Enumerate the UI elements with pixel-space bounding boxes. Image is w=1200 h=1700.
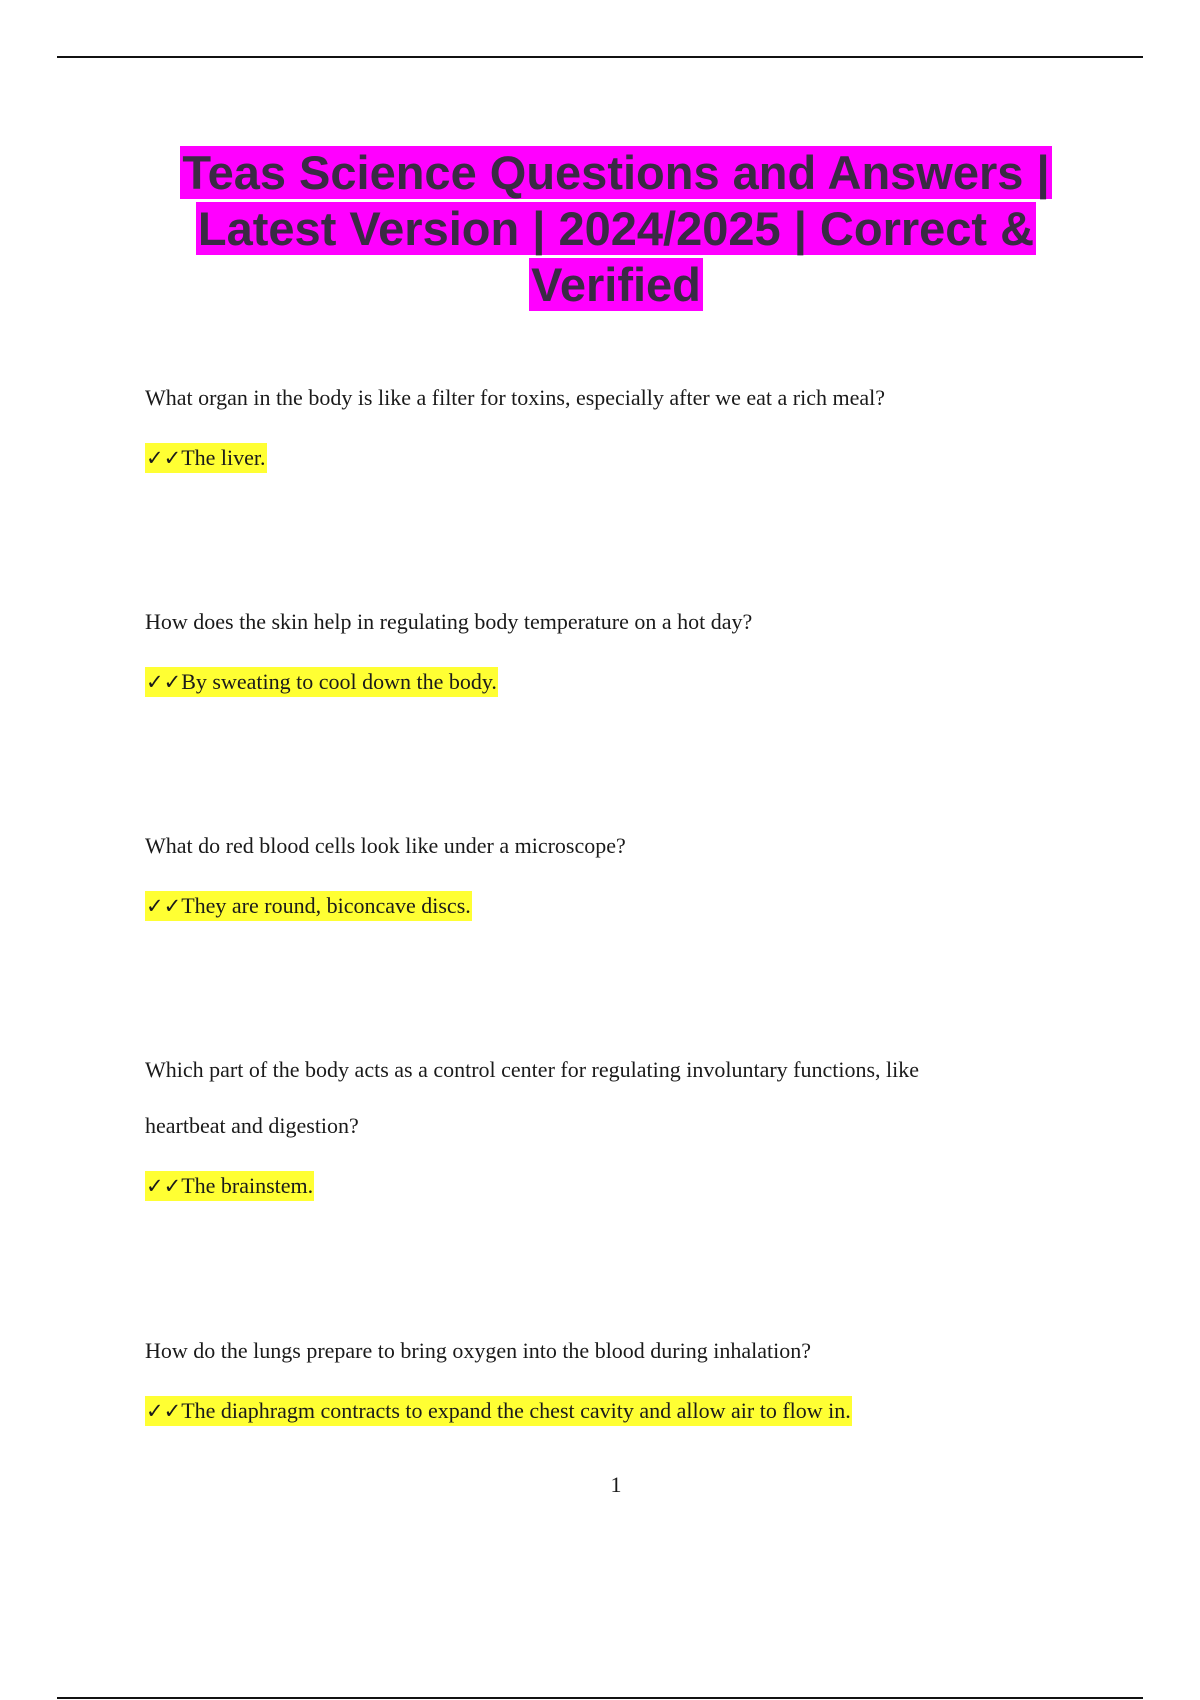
qa-item (145, 818, 1045, 921)
question-text (145, 1042, 1045, 1154)
bottom-rule (57, 1697, 1143, 1699)
question-text: What organ in the body is like a filter for toxins, especially after we eat a rich meal? (145, 385, 885, 410)
answer-highlight (145, 1171, 314, 1201)
page-number: 1 (610, 1472, 622, 1497)
answer-label: The diaphragm contracts to expand the chest cavity and allow air to flow in. (181, 1398, 851, 1423)
check-icon: ✓✓ (146, 670, 182, 694)
qa-item (145, 1042, 1045, 1201)
answer-label: They are round, biconcave discs. (181, 893, 471, 918)
check-icon: ✓✓ (146, 1174, 182, 1198)
check-icon: ✓✓ (146, 446, 182, 470)
title-line: Verified (531, 258, 701, 311)
question-line: heartbeat and digestion? (145, 1113, 359, 1138)
answer-text (145, 1171, 1045, 1201)
answer-highlight (145, 1396, 852, 1426)
question-line: Which part of the body acts as a control center for regulating involuntary functions, like (145, 1057, 920, 1082)
check-icon: ✓✓ (146, 894, 182, 918)
answer-label: The liver. (181, 445, 266, 470)
answer-highlight (145, 891, 472, 921)
answer-text (145, 1396, 1045, 1426)
title-line: Latest Version | 2024/2025 | Correct & (197, 202, 1035, 255)
answer-label: By sweating to cool down the body. (181, 669, 497, 694)
answer-text (145, 443, 1045, 473)
top-rule (57, 56, 1143, 58)
qa-item (145, 370, 1045, 473)
question-text: What do red blood cells look like under a microscope? (145, 833, 626, 858)
title-line: Teas Science Questions and Answers | (182, 146, 1050, 199)
answer-label: The brainstem. (181, 1173, 314, 1198)
answer-highlight (145, 667, 498, 697)
question-text: How does the skin help in regulating body temperature on a hot day? (145, 609, 753, 634)
qa-item (145, 594, 1045, 697)
question-text: How do the lungs prepare to bring oxygen into the blood during inhalation? (145, 1338, 811, 1363)
document-title (120, 145, 1112, 313)
answer-text (145, 891, 1045, 921)
check-icon: ✓✓ (146, 1399, 182, 1423)
answer-text (145, 667, 1045, 697)
qa-item (145, 1323, 1045, 1426)
answer-highlight (145, 443, 267, 473)
